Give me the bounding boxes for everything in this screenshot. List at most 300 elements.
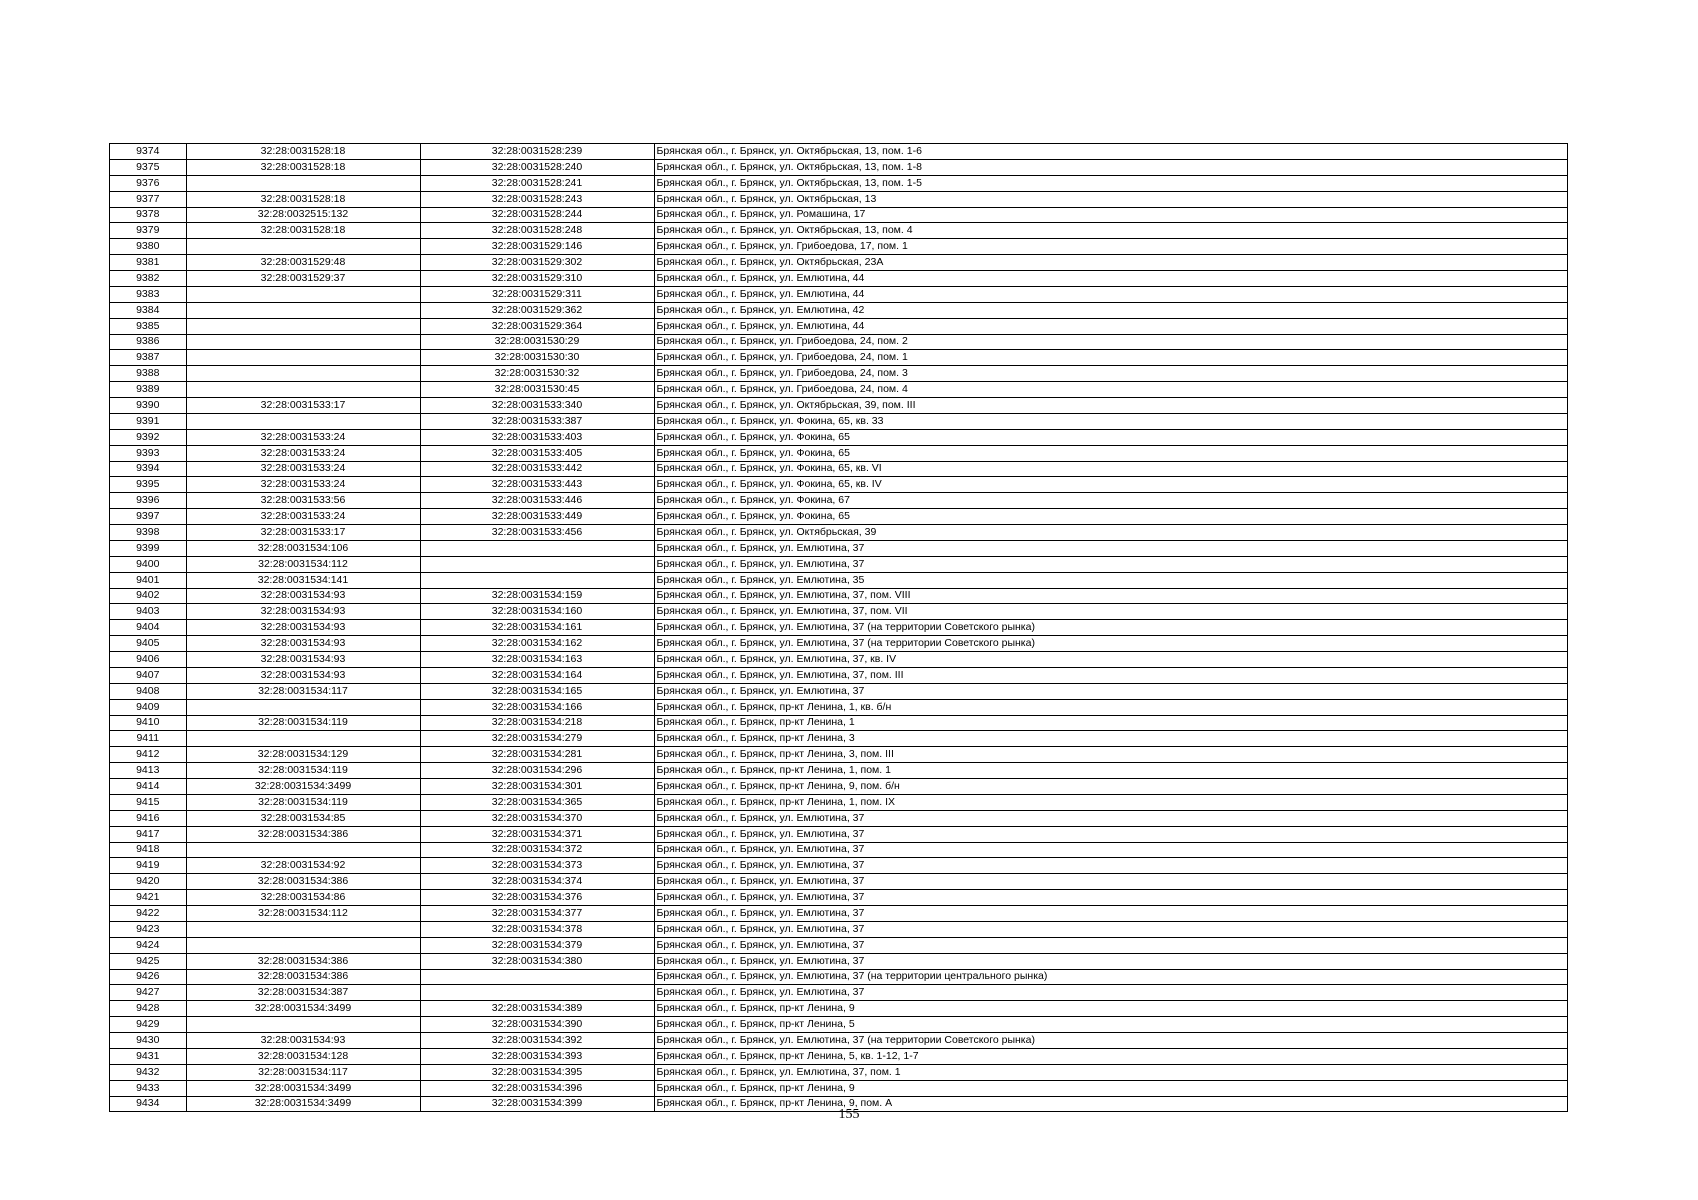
parent-cadastral-number-cell — [186, 937, 420, 953]
table-row — [110, 540, 1567, 556]
table-row — [110, 604, 1567, 620]
parent-cadastral-number-cell: 32:28:0031533:56 — [186, 493, 420, 509]
row-number-cell: 9423 — [110, 921, 186, 937]
address-cell: Брянская обл., г. Брянск, ул. Емлютина, 37 — [654, 556, 1567, 572]
parent-cadastral-number-cell: 32:28:0031534:3499 — [186, 1001, 420, 1017]
row-number-cell: 9401 — [110, 572, 186, 588]
cadastral-number-cell: 32:28:0031528:248 — [420, 223, 654, 239]
table-row — [110, 525, 1567, 541]
row-number-cell: 9374 — [110, 144, 186, 159]
parent-cadastral-number-cell: 32:28:0031528:18 — [186, 144, 420, 159]
table-row — [110, 413, 1567, 429]
address-cell: Брянская обл., г. Брянск, ул. Грибоедова, 24, пом. 3 — [654, 366, 1567, 382]
table-row — [110, 715, 1567, 731]
parent-cadastral-number-cell — [186, 318, 420, 334]
cadastral-number-cell: 32:28:0031530:29 — [420, 334, 654, 350]
table-row — [110, 937, 1567, 953]
row-number-cell: 9393 — [110, 445, 186, 461]
registry-table-frame — [109, 143, 1568, 1112]
address-cell: Брянская обл., г. Брянск, ул. Грибоедова, 24, пом. 4 — [654, 382, 1567, 398]
table-row — [110, 763, 1567, 779]
row-number-cell: 9395 — [110, 477, 186, 493]
parent-cadastral-number-cell — [186, 842, 420, 858]
row-number-cell: 9418 — [110, 842, 186, 858]
row-number-cell: 9403 — [110, 604, 186, 620]
cadastral-number-cell: 32:28:0031534:162 — [420, 636, 654, 652]
row-number-cell: 9396 — [110, 493, 186, 509]
cadastral-number-cell: 32:28:0031534:163 — [420, 652, 654, 668]
cadastral-number-cell: 32:28:0031534:279 — [420, 731, 654, 747]
cadastral-number-cell — [420, 985, 654, 1001]
table-row — [110, 1048, 1567, 1064]
address-cell: Брянская обл., г. Брянск, ул. Грибоедова, 24, пом. 2 — [654, 334, 1567, 350]
parent-cadastral-number-cell — [186, 334, 420, 350]
cadastral-number-cell: 32:28:0031530:30 — [420, 350, 654, 366]
cadastral-number-cell — [420, 572, 654, 588]
cadastral-number-cell: 32:28:0031533:443 — [420, 477, 654, 493]
cadastral-number-cell: 32:28:0031533:449 — [420, 509, 654, 525]
address-cell: Брянская обл., г. Брянск, ул. Емлютина, 37, пом. VII — [654, 604, 1567, 620]
cadastral-number-cell: 32:28:0031534:378 — [420, 921, 654, 937]
parent-cadastral-number-cell: 32:28:0031534:85 — [186, 810, 420, 826]
cadastral-number-cell — [420, 969, 654, 985]
cadastral-number-cell: 32:28:0031534:166 — [420, 699, 654, 715]
table-row — [110, 921, 1567, 937]
address-cell: Брянская обл., г. Брянск, пр-кт Ленина, 1 — [654, 715, 1567, 731]
row-number-cell: 9407 — [110, 667, 186, 683]
table-row — [110, 572, 1567, 588]
table-row — [110, 826, 1567, 842]
table-row — [110, 588, 1567, 604]
address-cell: Брянская обл., г. Брянск, пр-кт Ленина, 5 — [654, 1017, 1567, 1033]
row-number-cell: 9388 — [110, 366, 186, 382]
row-number-cell: 9404 — [110, 620, 186, 636]
parent-cadastral-number-cell: 32:28:0031528:18 — [186, 159, 420, 175]
row-number-cell: 9400 — [110, 556, 186, 572]
row-number-cell: 9434 — [110, 1096, 186, 1111]
row-number-cell: 9382 — [110, 271, 186, 287]
cadastral-number-cell: 32:28:0031534:392 — [420, 1033, 654, 1049]
address-cell: Брянская обл., г. Брянск, ул. Октябрьская, 13, пом. 1-8 — [654, 159, 1567, 175]
table-row — [110, 842, 1567, 858]
cadastral-number-cell: 32:28:0031529:311 — [420, 286, 654, 302]
cadastral-number-cell: 32:28:0031534:373 — [420, 858, 654, 874]
parent-cadastral-number-cell: 32:28:0031533:24 — [186, 429, 420, 445]
row-number-cell: 9381 — [110, 255, 186, 271]
cadastral-number-cell: 32:28:0031533:456 — [420, 525, 654, 541]
cadastral-number-cell: 32:28:0031529:310 — [420, 271, 654, 287]
parent-cadastral-number-cell: 32:28:0031534:112 — [186, 556, 420, 572]
table-row — [110, 382, 1567, 398]
table-row — [110, 207, 1567, 223]
address-cell: Брянская обл., г. Брянск, ул. Емлютина, 37 — [654, 890, 1567, 906]
table-row — [110, 747, 1567, 763]
address-cell: Брянская обл., г. Брянск, ул. Фокина, 65 — [654, 429, 1567, 445]
cadastral-number-cell: 32:28:0031533:442 — [420, 461, 654, 477]
table-row — [110, 652, 1567, 668]
row-number-cell: 9433 — [110, 1080, 186, 1096]
address-cell: Брянская обл., г. Брянск, ул. Фокина, 65 — [654, 445, 1567, 461]
cadastral-number-cell: 32:28:0031534:380 — [420, 953, 654, 969]
parent-cadastral-number-cell: 32:28:0031533:24 — [186, 461, 420, 477]
parent-cadastral-number-cell: 32:28:0031533:24 — [186, 445, 420, 461]
address-cell: Брянская обл., г. Брянск, ул. Фокина, 65, кв. 33 — [654, 413, 1567, 429]
address-cell: Брянская обл., г. Брянск, ул. Емлютина, 37 — [654, 874, 1567, 890]
row-number-cell: 9397 — [110, 509, 186, 525]
row-number-cell: 9410 — [110, 715, 186, 731]
parent-cadastral-number-cell: 32:28:0031534:119 — [186, 715, 420, 731]
row-number-cell: 9390 — [110, 398, 186, 414]
cadastral-number-cell: 32:28:0031534:389 — [420, 1001, 654, 1017]
table-row — [110, 286, 1567, 302]
parent-cadastral-number-cell — [186, 382, 420, 398]
parent-cadastral-number-cell — [186, 921, 420, 937]
parent-cadastral-number-cell: 32:28:0031534:93 — [186, 636, 420, 652]
address-cell: Брянская обл., г. Брянск, ул. Емлютина, 37 — [654, 937, 1567, 953]
parent-cadastral-number-cell — [186, 1017, 420, 1033]
address-cell: Брянская обл., г. Брянск, ул. Емлютина, 37, кв. IV — [654, 652, 1567, 668]
address-cell: Брянская обл., г. Брянск, ул. Емлютина, 42 — [654, 302, 1567, 318]
address-cell: Брянская обл., г. Брянск, ул. Емлютина, 37, пом. 1 — [654, 1064, 1567, 1080]
parent-cadastral-number-cell: 32:28:0031533:17 — [186, 525, 420, 541]
parent-cadastral-number-cell: 32:28:0031533:24 — [186, 477, 420, 493]
address-cell: Брянская обл., г. Брянск, ул. Емлютина, 37 — [654, 826, 1567, 842]
table-row — [110, 667, 1567, 683]
address-cell: Брянская обл., г. Брянск, ул. Октябрьская, 23А — [654, 255, 1567, 271]
cadastral-number-cell — [420, 556, 654, 572]
address-cell: Брянская обл., г. Брянск, ул. Емлютина, 37 — [654, 985, 1567, 1001]
row-number-cell: 9379 — [110, 223, 186, 239]
parent-cadastral-number-cell: 32:28:0031534:386 — [186, 953, 420, 969]
table-row — [110, 509, 1567, 525]
address-cell: Брянская обл., г. Брянск, пр-кт Ленина, 3, пом. III — [654, 747, 1567, 763]
table-row — [110, 461, 1567, 477]
cadastral-number-cell: 32:28:0031534:164 — [420, 667, 654, 683]
address-cell: Брянская обл., г. Брянск, ул. Емлютина, 35 — [654, 572, 1567, 588]
parent-cadastral-number-cell: 32:28:0031534:386 — [186, 874, 420, 890]
cadastral-number-cell: 32:28:0031534:365 — [420, 794, 654, 810]
row-number-cell: 9376 — [110, 175, 186, 191]
table-row — [110, 620, 1567, 636]
table-row — [110, 636, 1567, 652]
parent-cadastral-number-cell: 32:28:0031534:93 — [186, 604, 420, 620]
parent-cadastral-number-cell — [186, 413, 420, 429]
row-number-cell: 9402 — [110, 588, 186, 604]
row-number-cell: 9432 — [110, 1064, 186, 1080]
row-number-cell: 9420 — [110, 874, 186, 890]
address-cell: Брянская обл., г. Брянск, ул. Емлютина, 37 — [654, 953, 1567, 969]
address-cell: Брянская обл., г. Брянск, ул. Грибоедова, 24, пом. 1 — [654, 350, 1567, 366]
row-number-cell: 9425 — [110, 953, 186, 969]
table-row — [110, 493, 1567, 509]
table-row — [110, 350, 1567, 366]
address-cell: Брянская обл., г. Брянск, ул. Емлютина, 44 — [654, 318, 1567, 334]
address-cell: Брянская обл., г. Брянск, ул. Емлютина, 37 — [654, 810, 1567, 826]
row-number-cell: 9378 — [110, 207, 186, 223]
parent-cadastral-number-cell: 32:28:0031534:386 — [186, 826, 420, 842]
parent-cadastral-number-cell — [186, 175, 420, 191]
table-row — [110, 223, 1567, 239]
address-cell: Брянская обл., г. Брянск, ул. Емлютина, 37 — [654, 540, 1567, 556]
row-number-cell: 9424 — [110, 937, 186, 953]
address-cell: Брянская обл., г. Брянск, ул. Фокина, 65 — [654, 509, 1567, 525]
table-row — [110, 239, 1567, 255]
row-number-cell: 9385 — [110, 318, 186, 334]
parent-cadastral-number-cell — [186, 731, 420, 747]
cadastral-number-cell: 32:28:0031534:371 — [420, 826, 654, 842]
address-cell: Брянская обл., г. Брянск, пр-кт Ленина, 1, пом. IX — [654, 794, 1567, 810]
row-number-cell: 9389 — [110, 382, 186, 398]
row-number-cell: 9377 — [110, 191, 186, 207]
table-row — [110, 429, 1567, 445]
table-row — [110, 1001, 1567, 1017]
parent-cadastral-number-cell: 32:28:0031534:92 — [186, 858, 420, 874]
table-row — [110, 890, 1567, 906]
cadastral-number-cell: 32:28:0031534:165 — [420, 683, 654, 699]
table-row — [110, 318, 1567, 334]
cadastral-number-cell: 32:28:0031534:379 — [420, 937, 654, 953]
table-row — [110, 953, 1567, 969]
row-number-cell: 9430 — [110, 1033, 186, 1049]
table-row — [110, 1033, 1567, 1049]
cadastral-number-cell: 32:28:0031528:243 — [420, 191, 654, 207]
table-row — [110, 1064, 1567, 1080]
address-cell: Брянская обл., г. Брянск, ул. Емлютина, 37 (на территории Советского рынка) — [654, 620, 1567, 636]
parent-cadastral-number-cell — [186, 699, 420, 715]
row-number-cell: 9412 — [110, 747, 186, 763]
cadastral-number-cell: 32:28:0031529:146 — [420, 239, 654, 255]
table-row — [110, 1080, 1567, 1096]
parent-cadastral-number-cell — [186, 239, 420, 255]
table-row — [110, 779, 1567, 795]
cadastral-number-cell: 32:28:0031529:364 — [420, 318, 654, 334]
table-row — [110, 794, 1567, 810]
parent-cadastral-number-cell: 32:28:0031534:386 — [186, 969, 420, 985]
row-number-cell: 9392 — [110, 429, 186, 445]
cadastral-number-cell: 32:28:0031528:240 — [420, 159, 654, 175]
address-cell: Брянская обл., г. Брянск, ул. Емлютина, 37 — [654, 906, 1567, 922]
parent-cadastral-number-cell: 32:28:0031534:119 — [186, 763, 420, 779]
parent-cadastral-number-cell: 32:28:0031534:93 — [186, 588, 420, 604]
address-cell: Брянская обл., г. Брянск, ул. Емлютина, 37, пом. VIII — [654, 588, 1567, 604]
row-number-cell: 9421 — [110, 890, 186, 906]
address-cell: Брянская обл., г. Брянск, ул. Емлютина, 37, пом. III — [654, 667, 1567, 683]
table-row — [110, 477, 1567, 493]
table-row — [110, 302, 1567, 318]
table-row — [110, 858, 1567, 874]
table-row — [110, 699, 1567, 715]
table-row — [110, 445, 1567, 461]
parent-cadastral-number-cell: 32:28:0031534:93 — [186, 1033, 420, 1049]
row-number-cell: 9413 — [110, 763, 186, 779]
table-row — [110, 334, 1567, 350]
row-number-cell: 9408 — [110, 683, 186, 699]
address-cell: Брянская обл., г. Брянск, ул. Емлютина, 44 — [654, 286, 1567, 302]
address-cell: Брянская обл., г. Брянск, пр-кт Ленина, 9 — [654, 1080, 1567, 1096]
parent-cadastral-number-cell: 32:28:0031534:387 — [186, 985, 420, 1001]
address-cell: Брянская обл., г. Брянск, пр-кт Ленина, 3 — [654, 731, 1567, 747]
parent-cadastral-number-cell: 32:28:0031534:112 — [186, 906, 420, 922]
address-cell: Брянская обл., г. Брянск, ул. Фокина, 65, кв. VI — [654, 461, 1567, 477]
row-number-cell: 9398 — [110, 525, 186, 541]
parent-cadastral-number-cell: 32:28:0031528:18 — [186, 223, 420, 239]
cadastral-number-cell: 32:28:0031533:405 — [420, 445, 654, 461]
cadastral-number-cell: 32:28:0031529:302 — [420, 255, 654, 271]
table-row — [110, 874, 1567, 890]
parent-cadastral-number-cell: 32:28:0031534:93 — [186, 667, 420, 683]
table-row — [110, 556, 1567, 572]
cadastral-number-cell: 32:28:0031534:374 — [420, 874, 654, 890]
cadastral-number-cell: 32:28:0031528:241 — [420, 175, 654, 191]
cadastral-number-cell: 32:28:0031528:244 — [420, 207, 654, 223]
table-row — [110, 1017, 1567, 1033]
parent-cadastral-number-cell — [186, 302, 420, 318]
parent-cadastral-number-cell: 32:28:0031528:18 — [186, 191, 420, 207]
row-number-cell: 9399 — [110, 540, 186, 556]
cadastral-number-cell: 32:28:0031534:281 — [420, 747, 654, 763]
parent-cadastral-number-cell: 32:28:0031534:93 — [186, 620, 420, 636]
address-cell: Брянская обл., г. Брянск, ул. Октябрьская, 39 — [654, 525, 1567, 541]
parent-cadastral-number-cell: 32:28:0031529:37 — [186, 271, 420, 287]
row-number-cell: 9415 — [110, 794, 186, 810]
cadastral-number-cell: 32:28:0031534:301 — [420, 779, 654, 795]
cadastral-number-cell: 32:28:0031529:362 — [420, 302, 654, 318]
cadastral-number-cell: 32:28:0031534:296 — [420, 763, 654, 779]
parent-cadastral-number-cell: 32:28:0031534:117 — [186, 1064, 420, 1080]
row-number-cell: 9375 — [110, 159, 186, 175]
cadastral-number-cell: 32:28:0031534:372 — [420, 842, 654, 858]
cadastral-number-cell: 32:28:0031534:159 — [420, 588, 654, 604]
row-number-cell: 9409 — [110, 699, 186, 715]
address-cell: Брянская обл., г. Брянск, ул. Грибоедова, 17, пом. 1 — [654, 239, 1567, 255]
address-cell: Брянская обл., г. Брянск, ул. Фокина, 65, кв. IV — [654, 477, 1567, 493]
cadastral-number-cell: 32:28:0031534:396 — [420, 1080, 654, 1096]
parent-cadastral-number-cell: 32:28:0031534:141 — [186, 572, 420, 588]
address-cell: Брянская обл., г. Брянск, ул. Емлютина, 37 — [654, 842, 1567, 858]
row-number-cell: 9383 — [110, 286, 186, 302]
parent-cadastral-number-cell: 32:28:0031529:48 — [186, 255, 420, 271]
address-cell: Брянская обл., г. Брянск, ул. Октябрьская, 39, пом. III — [654, 398, 1567, 414]
row-number-cell: 9431 — [110, 1048, 186, 1064]
parent-cadastral-number-cell: 32:28:0031534:3499 — [186, 1096, 420, 1111]
table-row — [110, 731, 1567, 747]
table-row — [110, 144, 1567, 159]
table-row — [110, 175, 1567, 191]
parent-cadastral-number-cell: 32:28:0031533:24 — [186, 509, 420, 525]
address-cell: Брянская обл., г. Брянск, ул. Октябрьская, 13 — [654, 191, 1567, 207]
parent-cadastral-number-cell — [186, 366, 420, 382]
cadastral-number-cell: 32:28:0031533:446 — [420, 493, 654, 509]
table-row — [110, 969, 1567, 985]
table-row — [110, 366, 1567, 382]
address-cell: Брянская обл., г. Брянск, пр-кт Ленина, 1, пом. 1 — [654, 763, 1567, 779]
address-cell: Брянская обл., г. Брянск, ул. Емлютина, 37 — [654, 683, 1567, 699]
table-row — [110, 985, 1567, 1001]
cadastral-number-cell: 32:28:0031533:403 — [420, 429, 654, 445]
cadastral-number-cell: 32:28:0031534:218 — [420, 715, 654, 731]
address-cell: Брянская обл., г. Брянск, ул. Емлютина, 37 (на территории центрального рынка) — [654, 969, 1567, 985]
parent-cadastral-number-cell — [186, 350, 420, 366]
row-number-cell: 9386 — [110, 334, 186, 350]
address-cell: Брянская обл., г. Брянск, ул. Октябрьская, 13, пом. 1-5 — [654, 175, 1567, 191]
parent-cadastral-number-cell: 32:28:0031534:3499 — [186, 779, 420, 795]
cadastral-number-cell: 32:28:0031534:395 — [420, 1064, 654, 1080]
row-number-cell: 9414 — [110, 779, 186, 795]
row-number-cell: 9380 — [110, 239, 186, 255]
table-row — [110, 191, 1567, 207]
row-number-cell: 9405 — [110, 636, 186, 652]
parent-cadastral-number-cell: 32:28:0031534:106 — [186, 540, 420, 556]
address-cell: Брянская обл., г. Брянск, пр-кт Ленина, 5, кв. 1-12, 1-7 — [654, 1048, 1567, 1064]
cadastral-number-cell: 32:28:0031534:390 — [420, 1017, 654, 1033]
registry-table — [110, 144, 1567, 1111]
table-row — [110, 159, 1567, 175]
row-number-cell: 9391 — [110, 413, 186, 429]
row-number-cell: 9426 — [110, 969, 186, 985]
parent-cadastral-number-cell — [186, 286, 420, 302]
address-cell: Брянская обл., г. Брянск, ул. Емлютина, 37 (на территории Советского рынка) — [654, 636, 1567, 652]
cadastral-number-cell: 32:28:0031533:340 — [420, 398, 654, 414]
cadastral-number-cell: 32:28:0031534:399 — [420, 1096, 654, 1111]
address-cell: Брянская обл., г. Брянск, ул. Ромашина, 17 — [654, 207, 1567, 223]
row-number-cell: 9422 — [110, 906, 186, 922]
table-row — [110, 271, 1567, 287]
parent-cadastral-number-cell: 32:28:0032515:132 — [186, 207, 420, 223]
cadastral-number-cell: 32:28:0031530:45 — [420, 382, 654, 398]
cadastral-number-cell: 32:28:0031533:387 — [420, 413, 654, 429]
parent-cadastral-number-cell: 32:28:0031534:86 — [186, 890, 420, 906]
row-number-cell: 9416 — [110, 810, 186, 826]
address-cell: Брянская обл., г. Брянск, ул. Емлютина, 37 — [654, 858, 1567, 874]
cadastral-number-cell: 32:28:0031530:32 — [420, 366, 654, 382]
parent-cadastral-number-cell: 32:28:0031533:17 — [186, 398, 420, 414]
address-cell: Брянская обл., г. Брянск, ул. Октябрьская, 13, пом. 1-6 — [654, 144, 1567, 159]
row-number-cell: 9394 — [110, 461, 186, 477]
row-number-cell: 9384 — [110, 302, 186, 318]
table-row — [110, 255, 1567, 271]
cadastral-number-cell: 32:28:0031534:376 — [420, 890, 654, 906]
cadastral-number-cell: 32:28:0031534:160 — [420, 604, 654, 620]
address-cell: Брянская обл., г. Брянск, ул. Емлютина, 44 — [654, 271, 1567, 287]
address-cell: Брянская обл., г. Брянск, ул. Фокина, 67 — [654, 493, 1567, 509]
cadastral-number-cell: 32:28:0031534:161 — [420, 620, 654, 636]
row-number-cell: 9387 — [110, 350, 186, 366]
cadastral-number-cell — [420, 540, 654, 556]
address-cell: Брянская обл., г. Брянск, ул. Октябрьская, 13, пом. 4 — [654, 223, 1567, 239]
parent-cadastral-number-cell: 32:28:0031534:128 — [186, 1048, 420, 1064]
row-number-cell: 9428 — [110, 1001, 186, 1017]
parent-cadastral-number-cell: 32:28:0031534:93 — [186, 652, 420, 668]
row-number-cell: 9411 — [110, 731, 186, 747]
row-number-cell: 9427 — [110, 985, 186, 1001]
table-row — [110, 906, 1567, 922]
parent-cadastral-number-cell: 32:28:0031534:117 — [186, 683, 420, 699]
table-row — [110, 683, 1567, 699]
address-cell: Брянская обл., г. Брянск, пр-кт Ленина, 9, пом. б/н — [654, 779, 1567, 795]
address-cell: Брянская обл., г. Брянск, пр-кт Ленина, 9, пом. А — [656, 1097, 893, 1110]
row-number-cell: 9429 — [110, 1017, 186, 1033]
row-number-cell: 9406 — [110, 652, 186, 668]
registry-table-body — [110, 144, 1567, 1111]
table-row — [110, 810, 1567, 826]
row-number-cell: 9419 — [110, 858, 186, 874]
parent-cadastral-number-cell: 32:28:0031534:129 — [186, 747, 420, 763]
parent-cadastral-number-cell: 32:28:0031534:119 — [186, 794, 420, 810]
address-cell: Брянская обл., г. Брянск, пр-кт Ленина, 9 — [654, 1001, 1567, 1017]
parent-cadastral-number-cell: 32:28:0031534:3499 — [186, 1080, 420, 1096]
cadastral-number-cell: 32:28:0031534:377 — [420, 906, 654, 922]
address-cell: Брянская обл., г. Брянск, ул. Емлютина, 37 (на территории Советского рынка) — [654, 1033, 1567, 1049]
